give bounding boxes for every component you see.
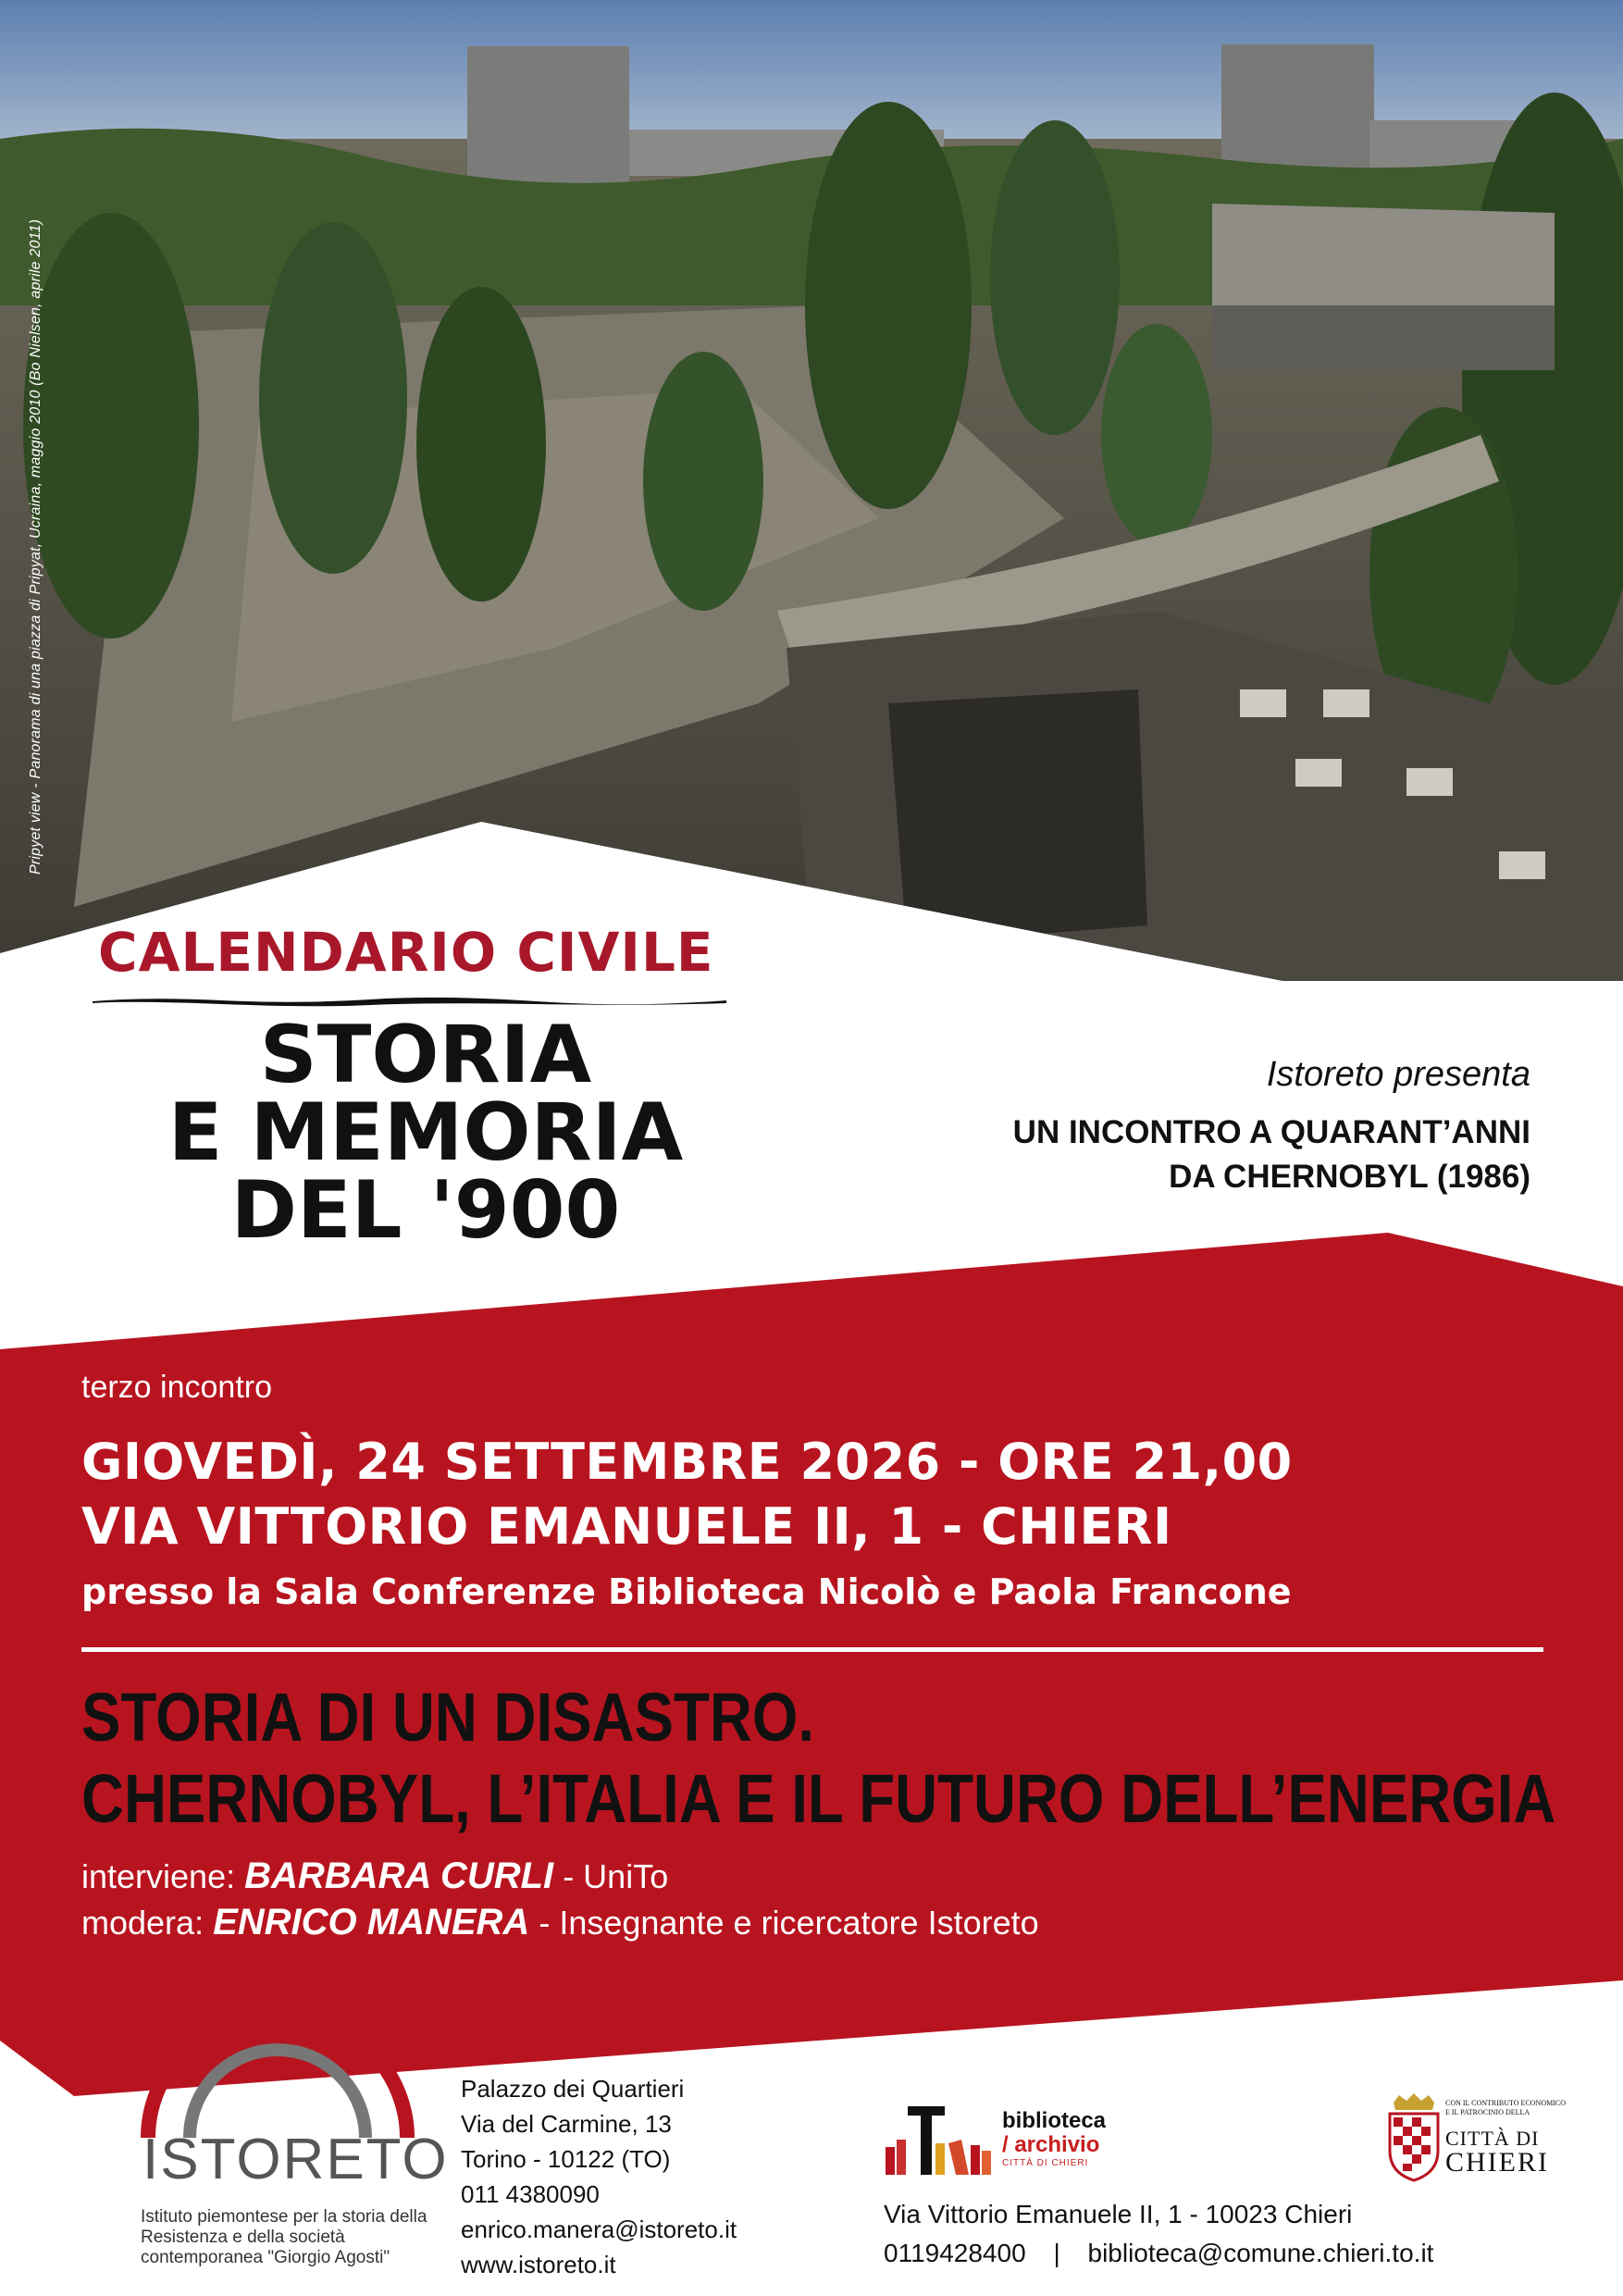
photo-credit: Pripyet view - Panorama di una piazza di Pripyat, Ucraina, maggio 2010 (Bo Nielsen, aprile 2011) (28, 218, 43, 875)
moderator-role: modera: (81, 1904, 204, 1942)
speaker-affiliation: - UniTo (563, 1857, 669, 1895)
series-title-line: STORIA (259, 1009, 592, 1101)
presenter-kicker: Istoreto presenta (1266, 1055, 1530, 1094)
series-label: CALENDARIO CIVILE (98, 921, 714, 984)
presenter-title-line: UN INCONTRO A QUARANT’ANNI (1012, 1114, 1530, 1150)
moderator-affiliation: - Insegnante e ricercatore Istoreto (539, 1904, 1039, 1942)
istoreto-address (461, 2071, 737, 2282)
talk-title-line: CHERNOBYL, L’ITALIA E IL FUTURO DELL’ENERGIA (81, 1760, 1556, 1837)
chieri-crest-icon (1386, 2093, 1442, 2182)
brush-underline (93, 995, 726, 1008)
speaker-line (81, 1855, 668, 1897)
speaker-role: interviene: (81, 1857, 236, 1895)
speaker-name: BARBARA CURLI (244, 1855, 554, 1896)
event-ordinal: terzo incontro (81, 1370, 272, 1405)
event-datetime: GIOVEDÌ, 24 SETTEMBRE 2026 - ORE 21,00 (81, 1433, 1293, 1491)
address-line: Torino - 10122 (TO) (461, 2145, 671, 2173)
biblioteca-address: Via Vittorio Emanuele II, 1 - 10023 Chieri (884, 2200, 1353, 2228)
website-link[interactable]: www.istoreto.it (461, 2251, 616, 2278)
biblioteca-city: CITTÀ DI CHIERI (1002, 2158, 1089, 2168)
phone-number: 011 4380090 (461, 2180, 600, 2208)
event-address: VIA VITTORIO EMANUELE II, 1 - CHIERI (81, 1497, 1172, 1556)
biblioteca-contact (884, 2195, 1433, 2273)
biblioteca-name: biblioteca (1002, 2108, 1107, 2133)
event-datetime-block (81, 1430, 1293, 1559)
chieri-line1: CITTÀ DI (1445, 2127, 1540, 2150)
biblioteca-archive: / archivio (1002, 2132, 1100, 2157)
series-title-line: DEL '900 (230, 1164, 621, 1257)
divider (81, 1647, 1543, 1652)
talk-title-line: STORIA DI UN DISASTRO. (81, 1679, 815, 1756)
series-title (148, 1009, 703, 1257)
istoreto-logo-text: ISTORETO (142, 2128, 449, 2191)
moderator-line (81, 1902, 1039, 1943)
presenter-title-line: DA CHERNOBYL (1986) (1169, 1159, 1530, 1195)
moderator-name: ENRICO MANERA (213, 1902, 530, 1942)
istoreto-arch-logo (139, 1999, 416, 2138)
address-line: Palazzo dei Quartieri (461, 2075, 685, 2103)
talk-title (81, 1677, 1555, 1840)
chieri-name (1445, 2127, 1549, 2178)
biblioteca-phone: 0119428400 (884, 2239, 1026, 2267)
chieri-patronage-note: CON IL CONTRIBUTO ECONOMICO E IL PATROCINIO DELLA (1445, 2099, 1566, 2116)
address-line: Via del Carmine, 13 (461, 2110, 672, 2138)
series-title-line: E MEMORIA (167, 1086, 684, 1179)
separator: | (1053, 2239, 1060, 2267)
istoreto-subtitle: Istituto piemontese per la storia della Resistenza e della società contemporanea "Giorgio Agosti" (141, 2207, 427, 2267)
event-venue: presso la Sala Conferenze Biblioteca Nicolò e Paola Francone (81, 1571, 1292, 1612)
presenter-title (1013, 1111, 1530, 1199)
biblioteca-email[interactable]: biblioteca@comune.chieri.to.it (1087, 2239, 1434, 2267)
chieri-line2: CHIERI (1445, 2147, 1549, 2178)
biblioteca-contact-row (884, 2234, 1433, 2273)
email-link[interactable]: enrico.manera@istoreto.it (461, 2215, 737, 2243)
biblioteca-books-logo (884, 2103, 995, 2177)
